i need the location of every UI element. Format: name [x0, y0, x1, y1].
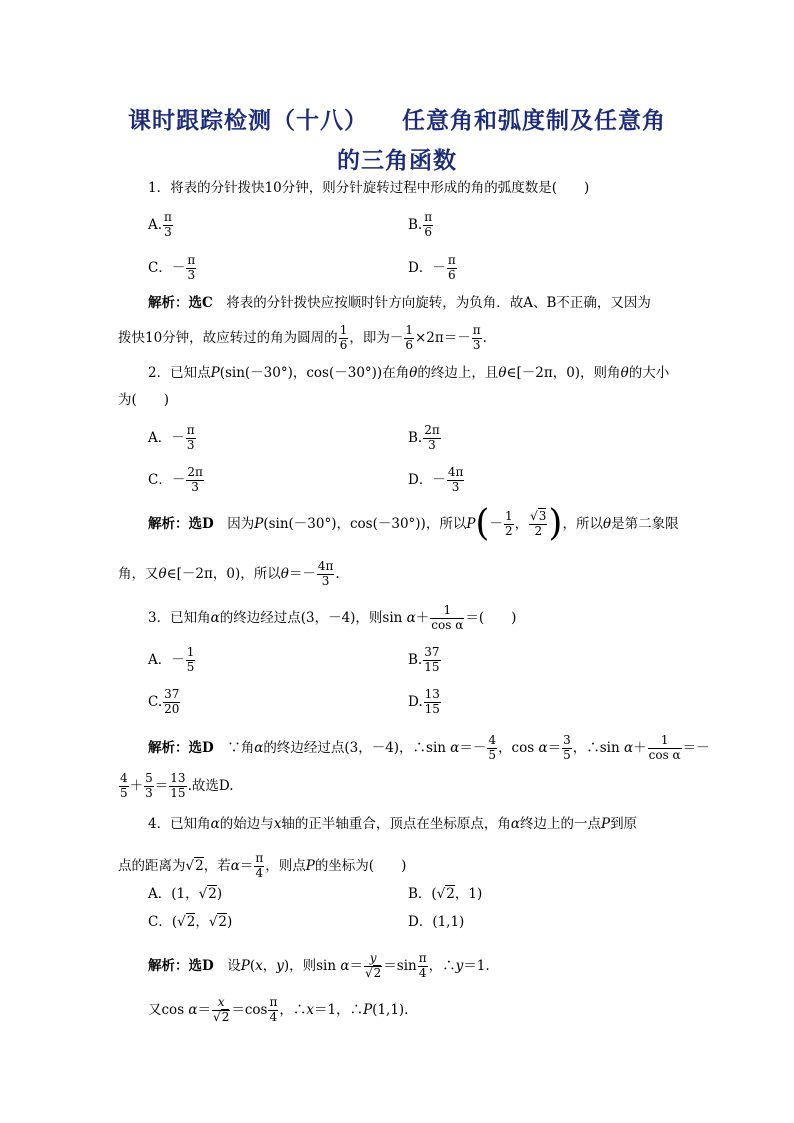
q1-option-c: C．－ $\frac{\pi}{3}$ — [148, 253, 196, 282]
q1-solution-line-2: 拨快10分钟，故应转过的角为圆周的 $\frac{1}{6}$ ，即为－ $\frac{1}{6}$ ×2π＝－ $\frac{\pi}{3}$ . — [118, 323, 487, 352]
q2-option-a: A．－ $\frac{\pi}{3}$ — [148, 423, 195, 452]
q4-solution-line-1: 解析：选D 设P(x，y)，则sin α＝ $\frac{y}{√2}$ ＝sin $\frac{\pi}{4}$ ，∴y＝1. — [148, 951, 490, 980]
q2-option-c: C．－ $\frac{2\pi}{3}$ — [148, 465, 203, 494]
q2-option-b: B. $\frac{2\pi}{3}$ — [408, 423, 440, 452]
q2-solution-line-1: 解析：选D 因为P(sin(－30°)，cos(－30°))，所以P(－ $\frac{1}{2}$ ， $\frac{√3}{2}$ )，所以θ是第二象限 — [148, 503, 679, 544]
q3-option-b: B. $\frac{37}{15}$ — [408, 645, 440, 674]
q4-stem-line-2: 点的距离为√2，若α＝ $\frac{\pi}{4}$ ，则点P的坐标为( ) — [118, 851, 407, 880]
title-line-1 — [0, 102, 794, 135]
q1-option-d: D．－ $\frac{\pi}{6}$ — [408, 253, 456, 282]
title-topic: 任意角和弧度制及任意角 — [402, 107, 666, 134]
q3-option-c: C. $\frac{37}{20}$ — [148, 687, 180, 716]
q2-option-d: D．－ $\frac{4\pi}{3}$ — [408, 465, 464, 494]
q1-stem: 1．将表的分针拨快10分钟，则分针旋转过程中形成的角的弧度数是( ) — [148, 180, 590, 196]
q4-solution-line-2: 又cos α＝ $\frac{x}{√2}$ ＝cos $\frac{\pi}{4}$ ，∴x＝1，∴P(1,1). — [148, 995, 409, 1024]
title-series: 课时跟踪检测（十八） — [128, 107, 368, 134]
q4-option-b: B．(√2，1) — [408, 886, 483, 902]
q4-option-c: C．(√2，√2) — [148, 914, 233, 930]
q2-stem-line-1: 2．已知点P(sin(－30°)，cos(－30°))在角θ的终边上，且θ∈[－2π，0)，则角θ的大小 — [148, 365, 670, 381]
title-line-2: 的三角函数 — [337, 147, 457, 174]
q4-stem-line-1: 4．已知角α的始边与x轴的正半轴重合，顶点在坐标原点，角α终边上的一点P到原 — [148, 816, 638, 832]
q4-option-d: D．(1,1) — [408, 914, 465, 930]
q1-solution-line-1: 解析：选C 将表的分针拨快应按顺时针方向旋转，为负角．故A、B不正确，又因为 — [148, 295, 651, 311]
q4-option-a: A．(1，√2) — [148, 886, 223, 902]
q2-stem-line-2: 为( ) — [118, 392, 170, 408]
q2-solution-line-2: 角，又θ∈[－2π，0)，所以θ＝－ $\frac{4\pi}{3}$ . — [118, 559, 340, 588]
q3-solution-line-2: $\frac{4}{5}$ ＋ $\frac{5}{3}$ ＝ $\frac{13}{15}$ .故选D. — [120, 771, 234, 800]
q1-option-a: A. $\frac{\pi}{3}$ — [148, 210, 172, 239]
q3-solution-line-1: 解析：选D ∵角α的终边经过点(3，－4)，∴sin α＝－ $\frac{4}{5}$ ，cos α＝ $\frac{3}{5}$ ，∴sin α＋ $\frac{1}{\text{cos α}}$ ＝－ — [148, 733, 710, 762]
q3-option-d: D. $\frac{13}{15}$ — [408, 687, 440, 716]
q1-option-b: B. $\frac{\pi}{6}$ — [408, 210, 433, 239]
q3-stem: 3．已知角α的终边经过点(3，－4)，则sin α＋ $\frac{1}{\text{cos α}}$ ＝( ) — [148, 603, 517, 632]
q3-option-a: A．－ $\frac{1}{5}$ — [148, 645, 195, 674]
